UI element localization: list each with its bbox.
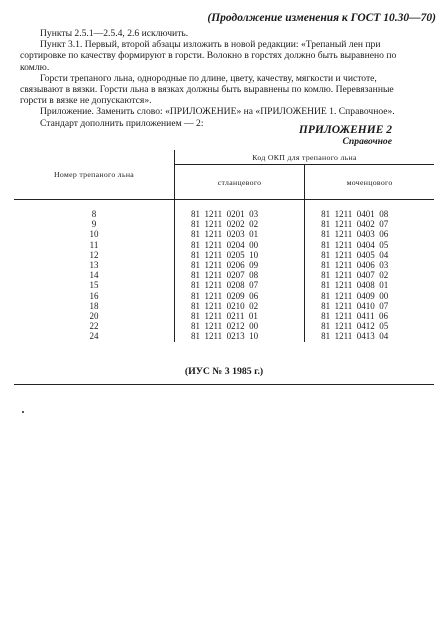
table-row [14,301,434,311]
paragraph-2: Пункт 3.1. Первый, второй абзацы изложить в новой редакции: «Трепаный лен при сортировке по качеству формируют в горсти. Волокно в горстях должно быть выравнено по комлю. [20,39,397,73]
code-b: 81 1211 0412 05 [305,321,434,331]
table-row [14,229,434,239]
table-row [14,270,434,280]
paragraph-3: Горсти трепаного льна, однородные по длине, цвету, качеству, мягкости и чистоте, связывают в вязки. Горсти льна в вязках должны быть выравнены по комлю. Перевязанные горсти в вязке не допускаются». [20,72,394,107]
row-number: 20 [89,311,99,322]
code-a: 81 1211 0208 07 [175,280,305,290]
appendix-subtitle: Справочное [342,136,392,147]
header-col-a: стланцевого [175,165,305,200]
header-number: Номер трепаного льна [14,150,175,200]
table-row [14,331,434,341]
code-b: 81 1211 0403 06 [305,229,434,239]
table-row [14,250,434,260]
code-b: 81 1211 0407 02 [305,270,434,280]
paragraph-4: Приложение. Заменить слово: «ПРИЛОЖЕНИЕ» на «ПРИЛОЖЕНИЕ 1. Справочное». [40,106,395,118]
row-number: 12 [89,249,99,260]
code-a: 81 1211 0205 10 [175,250,305,260]
code-b: 81 1211 0404 05 [305,240,434,250]
row-number: 22 [89,321,99,332]
table-row [14,209,434,219]
row-number: 8 [91,209,97,219]
code-a: 81 1211 0212 00 [175,321,305,331]
row-number: 14 [89,270,99,281]
code-b: 81 1211 0405 04 [305,250,434,260]
row-number: 13 [89,260,99,271]
table-row [14,321,434,331]
code-b: 81 1211 0410 07 [305,301,434,311]
ink-dot [22,411,24,413]
code-b: 81 1211 0401 08 [305,209,434,219]
table-row [14,291,434,301]
appendix-heading [299,124,392,148]
code-b: 81 1211 0402 07 [305,219,434,229]
code-a: 81 1211 0213 10 [175,331,305,341]
row-number: 15 [89,280,99,291]
body-text [20,28,420,129]
code-b: 81 1211 0411 06 [305,311,434,321]
code-a: 81 1211 0203 01 [175,229,305,239]
code-a: 81 1211 0209 06 [175,291,305,301]
appendix-title: ПРИЛОЖЕНИЕ 2 [298,124,392,136]
row-number: 9 [91,219,97,230]
row-number: 16 [89,290,99,301]
table-row [14,311,434,321]
table-row [14,240,434,250]
table-row [14,219,434,229]
table-row [14,280,434,290]
code-a: 81 1211 0202 02 [175,219,305,229]
row-number: 10 [89,229,99,240]
row-number: 24 [89,331,99,342]
row-number: 18 [89,300,99,311]
paragraph-5: Стандарт дополнить приложением — 2: [40,117,204,129]
header-col-b: моченцового [305,165,434,200]
code-a: 81 1211 0206 09 [175,260,305,270]
paragraph-1: Пункты 2.5.1—2.5.4, 2.6 исключить. [40,28,189,39]
publication-reference: (ИУС № 3 1985 г.) [184,366,264,377]
okp-code-table [14,150,434,342]
code-a: 81 1211 0201 03 [175,209,305,219]
code-a: 81 1211 0204 00 [175,240,305,250]
code-a: 81 1211 0210 02 [175,301,305,311]
code-b: 81 1211 0408 01 [305,280,434,290]
code-a: 81 1211 0211 01 [175,311,305,321]
code-b: 81 1211 0406 03 [305,260,434,270]
document-header: (Продолжение изменения к ГОСТ 10.30—70) [207,12,436,24]
table-row [14,260,434,270]
header-code-group: Код ОКП для трепаного льна [175,150,435,165]
code-a: 81 1211 0207 08 [175,270,305,280]
bottom-rule [14,384,434,385]
code-b: 81 1211 0413 04 [305,331,434,341]
code-b: 81 1211 0409 00 [305,291,434,301]
row-number: 11 [89,239,99,250]
